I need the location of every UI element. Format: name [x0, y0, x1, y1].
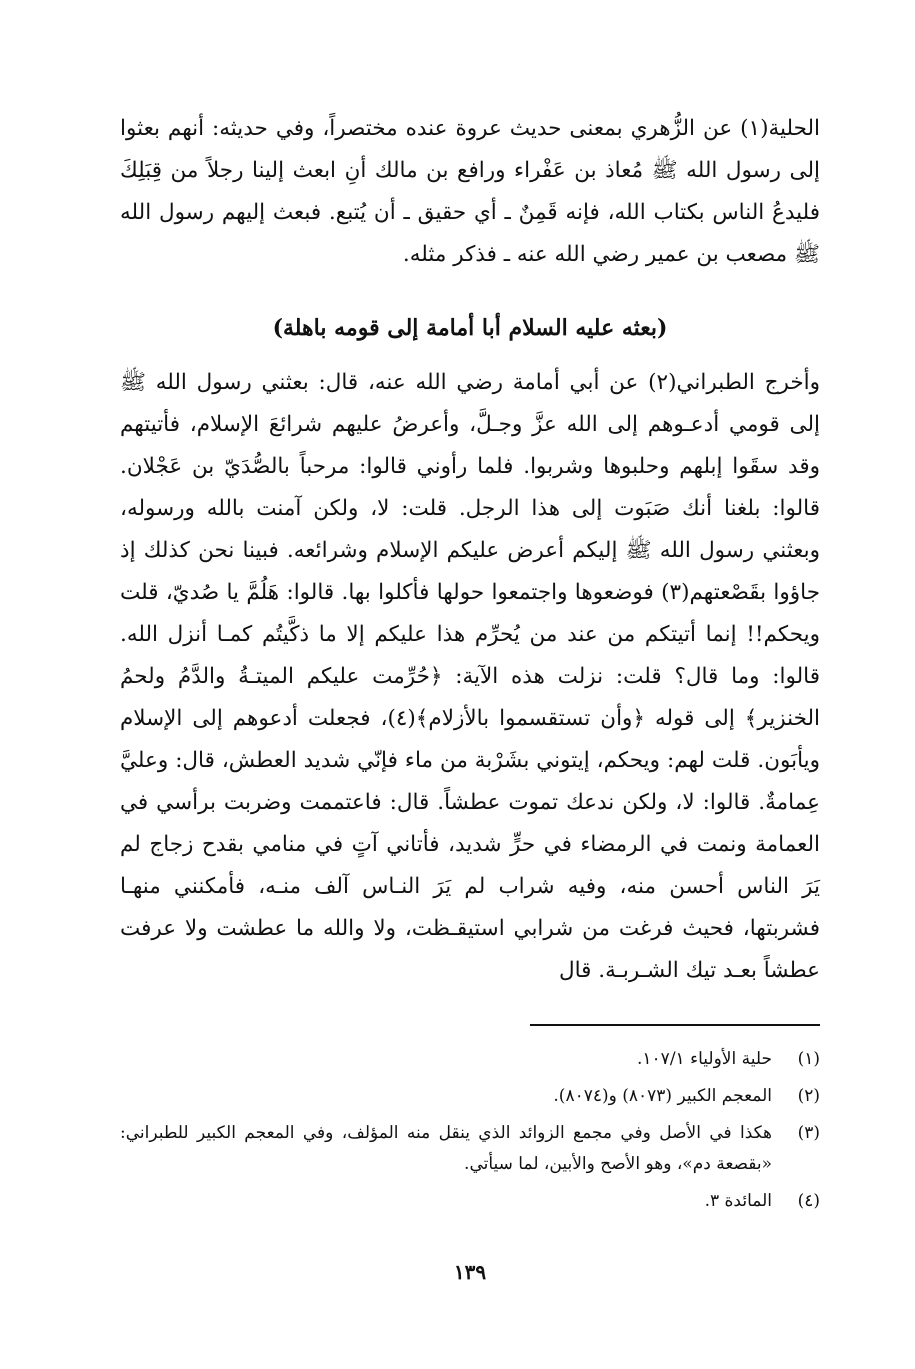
footnote-text: حلية الأولياء ١٠٧/١.: [637, 1049, 772, 1069]
footnote-separator: [530, 1024, 820, 1026]
footnote-1: [120, 1044, 820, 1075]
page-number: ١٣٩: [453, 1260, 487, 1284]
footnote-4: [120, 1186, 820, 1217]
footnote-number: (٣): [797, 1123, 820, 1143]
body-paragraph-2: وأخرج الطبراني(٢) عن أبي أمامة رضي الله عنه، قال: بعثني رسول الله ﷺ إلى قومي أدعـوهم إلى الله عزَّ وجـلَّ، وأعرضُ عليهم شرائعَ الإسلام، فأتيتهم وقد سقَوا إبلهم وحلبوها وشربوا. فلما رأوني قالوا: مرحباً بالصُّدَيّ بن عَجْلان. قالوا: بلغنا أنك صَبَوت إلى هذا الرجل. قلت: لا، ولكن آمنت بالله ورسوله، وبعثني رسول الله ﷺ إليكم أعرض عليكم الإسلام وشرائعه. فبينا نحن كذلك إذ جاؤوا بقَصْعتهم(٣) فوضعوها واجتمعوا حولها فأكلوا بها. قالوا: هَلُمَّ يا صُديّ، قلت ويحكم!! إنما أتيتكم من عند من يُحرِّم هذا عليكم إلا ما ذكَّيتُم كمـا أنزل الله. قالوا: وما قال؟ قلت: نزلت هذه الآية: ﴿حُرِّمت عليكم الميتـةُ والدَّمُ ولحمُ الخنزير﴾ إلى قوله ﴿وأن تستقسموا بالأزلام﴾(٤)، فجعلت أدعوهم إلى الإسلام ويأبَون. قلت لهم: ويحكم، إيتوني بشَرْبة من ماء فإنّي شديد العطش، قال: وعليَّ عِمامةٌ. قالوا: لا، ولكن ندعك تموت عطشاً. قال: فاعتممت وضربت برأسي في العمامة ونمت في الرمضاء في حرٍّ شديد، فأتاني آتٍ في منامي بقدح زجاج لم يَرَ الناس أحسن منه، وفيه شراب لم يَرَ النـاس آلف منـه، فأمكنني منهـا فشربتها، فحيث فرغت من شرابي استيقـظت، ولا والله ما عطشت ولا عرفت عطشاً بعـد تيك الشـربـة. قال: [120, 370, 820, 983]
footnote-text: هكذا في الأصل وفي مجمع الزوائد الذي ينقل منه المؤلف، وفي المعجم الكبير للطبراني: «بقصعة دم»، وهو الأصح والأبين، لما سيأتي.: [120, 1123, 772, 1174]
footnote-2: [120, 1081, 820, 1112]
body-paragraph-1: الحلية(١) عن الزُّهري بمعنى حديث عروة عنده مختصراً، وفي حديثه: أنهم بعثوا إلى رسول الله ﷺ مُعاذ بن عَفْراء ورافع بن مالك أنِ ابعث إلينا رجلاً من قِبَلِكَ فليدعُ الناس بكتاب الله، فإنه قَمِنٌ ـ أي حقيق ـ أن يُتبع. فبعث إليهم رسول الله ﷺ مصعب بن عمير رضي الله عنه ـ فذكر مثله.: [120, 116, 820, 267]
footnotes: [120, 1044, 820, 1223]
footnote-text: المائدة ٣.: [704, 1191, 772, 1211]
footnote-number: (٢): [797, 1086, 820, 1106]
footnote-text: المعجم الكبير (٨٠٧٣) و(٨٠٧٤).: [553, 1086, 772, 1106]
footnote-number: (٤): [797, 1191, 820, 1211]
section-heading: (بعثه عليه السلام أبا أمامة إلى قومه باهلة): [272, 315, 668, 341]
footnote-3: [120, 1118, 820, 1180]
footnote-number: (١): [797, 1049, 820, 1069]
book-page: [120, 0, 820, 1369]
